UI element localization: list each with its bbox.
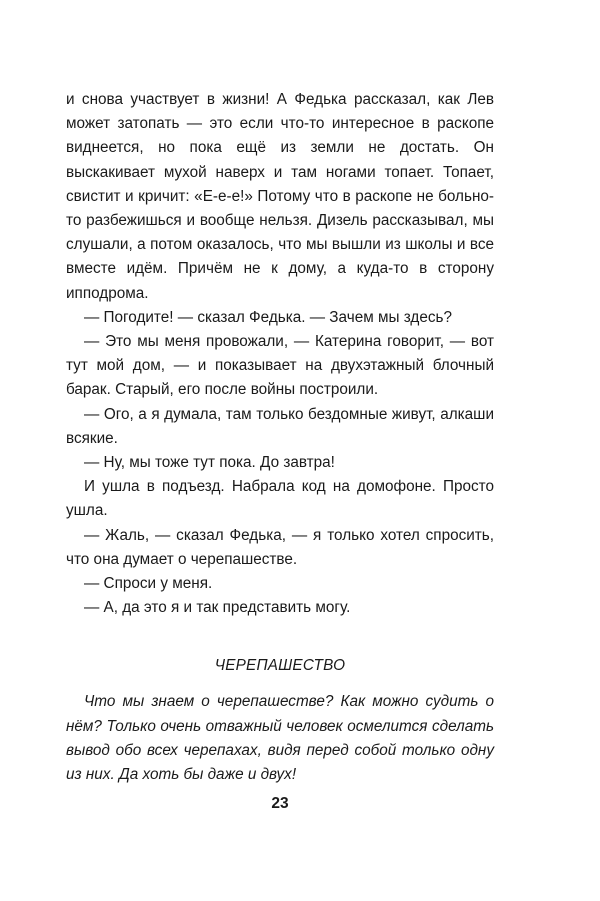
main-text <box>66 88 494 620</box>
book-page <box>66 88 494 848</box>
paragraph-4: — Ого, а я думала, там только бездомные живут, алкаши всякие. <box>66 405 494 447</box>
paragraph-1: и снова участвует в жизни! А Федька рассказал, как Лев может затопать — это если что-то интересное в раскопе виднеется, но пока ещё из земли не достать. Он выскакивает мухой наверх и там ногами топает. Топает, свистит и кричит: «Е-е-е!» Потому что в раскопе не больно-то разбежишься и вообще нельзя. Дизель рассказывал, мы слушали, а потом оказалось, что мы вышли из школы и все вместе идём. Причём не к дому, а куда-то в сторону ипподрома. <box>66 91 494 302</box>
paragraph-5: — Ну, мы тоже тут пока. До завтра! <box>84 454 335 472</box>
page-number: 23 <box>271 795 289 812</box>
section-title: ЧЕРЕПАШЕСТВО <box>214 657 346 675</box>
epigraph-text: Что мы знаем о черепашестве? Как можно судить о нём? Только очень отважный человек осмелится сделать вывод обо всех черепахах, видя перед собой только одну из них. Да хоть бы даже и двух! <box>66 693 494 784</box>
paragraph-3: — Это мы меня провожали, — Катерина говорит, — вот тут мой дом, — и показывает на двухэтажный блочный барак. Старый, его после войны построили. <box>66 333 494 399</box>
paragraph-2: — Погодите! — сказал Федька. — Зачем мы здесь? <box>84 308 452 326</box>
paragraph-6: И ушла в подъезд. Набрала код на домофоне. Просто ушла. <box>66 478 494 520</box>
paragraph-9: — А, да это я и так представить могу. <box>84 599 351 617</box>
epigraph <box>66 690 494 787</box>
paragraph-7: — Жаль, — сказал Федька, — я только хотел спросить, что она думает о черепашестве. <box>66 526 494 568</box>
paragraph-8: — Спроси у меня. <box>84 575 213 593</box>
